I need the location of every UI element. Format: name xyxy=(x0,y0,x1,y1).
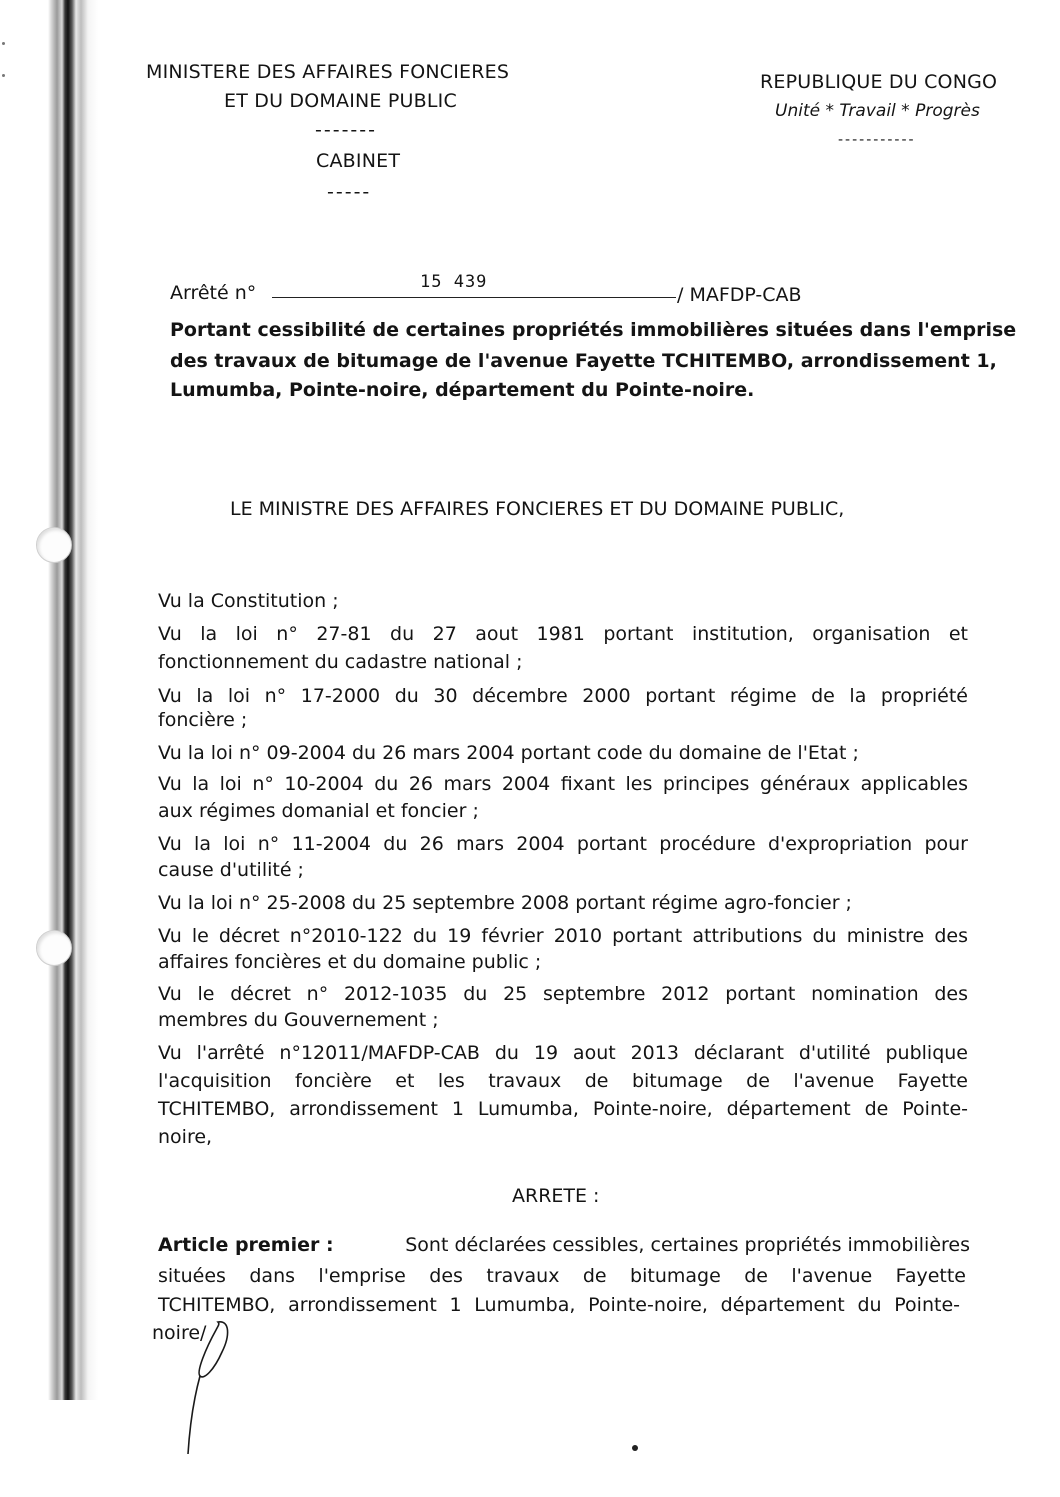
visa-line: fonctionnement du cadastre national ; xyxy=(158,651,523,673)
arrete-subject-line: Lumumba, Pointe-noire, département du Pointe-noire. xyxy=(170,379,755,401)
minister-title: LE MINISTRE DES AFFAIRES FONCIERES ET DU DOMAINE PUBLIC, xyxy=(230,498,845,520)
visa-line: Vu la loi n° 27-81 du 27 aout 1981 portant institution, organisation et xyxy=(158,623,968,645)
cabinet-label: CABINET xyxy=(316,150,401,172)
scan-speck xyxy=(2,74,5,77)
header-separator: ----- xyxy=(327,181,372,203)
scan-speck xyxy=(2,42,5,45)
article-label: Article premier : xyxy=(158,1234,334,1256)
header-separator: ----------- xyxy=(838,132,916,148)
arrete-suffix: / MAFDP-CAB xyxy=(677,284,802,306)
visa-line: Vu le décret n° 2012-1035 du 25 septembre 2012 portant nomination des xyxy=(158,983,968,1005)
visa-line: affaires foncières et du domaine public ; xyxy=(158,951,542,973)
binding-edge xyxy=(48,0,98,1400)
ministry-name-line2: ET DU DOMAINE PUBLIC xyxy=(224,90,457,112)
republic-name: REPUBLIQUE DU CONGO xyxy=(760,71,998,93)
visa-line: Vu la loi n° 17-2000 du 30 décembre 2000 portant régime de la propriété xyxy=(158,685,968,707)
visa-line: aux régimes domanial et foncier ; xyxy=(158,800,479,822)
header-separator: ------- xyxy=(315,119,377,141)
visa-line: membres du Gouvernement ; xyxy=(158,1009,439,1031)
visa-line: l'acquisition foncière et les travaux de bitumage de l'avenue Fayette xyxy=(158,1070,968,1092)
visa-line: foncière ; xyxy=(158,709,248,731)
article-line: TCHITEMBO, arrondissement 1 Lumumba, Pointe-noire, département du Pointe- xyxy=(158,1294,960,1316)
visa-line: TCHITEMBO, arrondissement 1 Lumumba, Pointe-noire, département de Pointe- xyxy=(158,1098,968,1120)
arrete-subject-line: Portant cessibilité de certaines propriétés immobilières situées dans l'emprise xyxy=(170,319,1017,341)
ministry-name-line1: MINISTERE DES AFFAIRES FONCIERES xyxy=(146,61,510,83)
article-premier-line xyxy=(158,1233,970,1257)
visa-line: Vu la Constitution ; xyxy=(158,590,339,612)
punch-hole xyxy=(36,527,72,563)
arrete-subject-line: des travaux de bitumage de l'avenue Fayette TCHITEMBO, arrondissement 1, xyxy=(170,350,997,372)
article-text: Sont déclarées cessibles, certaines propriétés immobilières xyxy=(405,1234,970,1256)
arrete-number-field xyxy=(272,297,676,298)
national-motto: Unité * Travail * Progrès xyxy=(775,101,980,121)
arrete-prefix: Arrêté n° xyxy=(170,282,257,304)
punch-hole xyxy=(36,930,72,966)
arrete-number: 15 439 xyxy=(420,272,488,292)
article-line: situées dans l'emprise des travaux de bitumage de l'avenue Fayette xyxy=(158,1265,966,1287)
visa-line: Vu la loi n° 11-2004 du 26 mars 2004 portant procédure d'expropriation pour xyxy=(158,833,968,855)
article-line: noire/ xyxy=(152,1322,207,1344)
visa-line: Vu la loi n° 25-2008 du 25 septembre 2008 portant régime agro-foncier ; xyxy=(158,892,852,914)
visa-line: noire, xyxy=(158,1126,213,1148)
ink-dot xyxy=(632,1445,638,1451)
visa-line: Vu la loi n° 10-2004 du 26 mars 2004 fixant les principes généraux applicables xyxy=(158,773,968,795)
visa-line: Vu le décret n°2010-122 du 19 février 2010 portant attributions du ministre des xyxy=(158,925,968,947)
signature-paraphe xyxy=(178,1318,238,1458)
visa-line: Vu la loi n° 09-2004 du 26 mars 2004 portant code du domaine de l'Etat ; xyxy=(158,742,859,764)
visa-line: cause d'utilité ; xyxy=(158,859,304,881)
visa-line: Vu l'arrêté n°12011/MAFDP-CAB du 19 aout 2013 déclarant d'utilité publique xyxy=(158,1042,968,1064)
arrete-heading: ARRETE : xyxy=(512,1185,600,1207)
